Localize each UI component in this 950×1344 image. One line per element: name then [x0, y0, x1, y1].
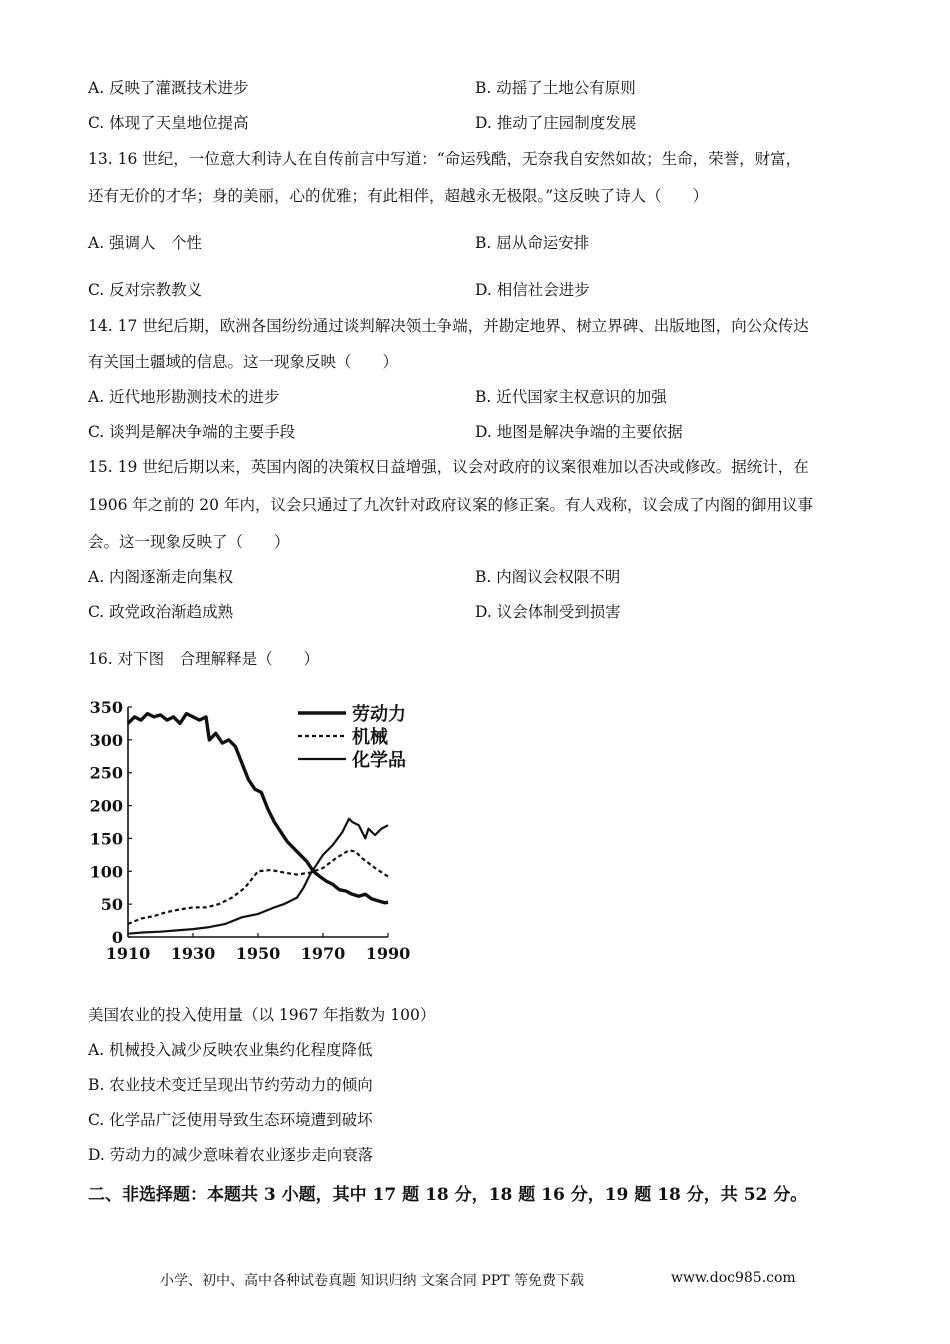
q16-option-d: D. 劳动力的减少意味着农业逐步走向衰落	[88, 1146, 374, 1164]
q13-option-a: A. 强调人 个性	[88, 234, 203, 252]
q15-option-c: C. 政党政治渐趋成熟	[88, 603, 234, 621]
q15-option-a: A. 内阁逐渐走向集权	[88, 568, 234, 586]
q16-stem-line1: 16. 对下图 合理解释是（ ）	[88, 650, 320, 668]
q16-option-a: A. 机械投入减少反映农业集约化程度降低	[88, 1041, 373, 1059]
q15-option-d: D. 议会体制受到损害	[475, 603, 621, 621]
y-tick-label: 350	[89, 698, 123, 717]
q12-option-c: C. 体现了天皇地位提高	[88, 114, 249, 132]
agri-input-chart	[88, 695, 428, 975]
x-tick-label: 1930	[170, 944, 216, 963]
x-tick-label: 1990	[365, 944, 411, 963]
q14-option-d: D. 地图是解决争端的主要依据	[475, 423, 683, 441]
y-tick-label: 200	[89, 796, 123, 816]
legend-label-3: 化学品	[352, 750, 406, 771]
q15-stem-line1: 15. 19 世纪后期以来，英国内阁的决策权日益增强，议会对政府的议案很难加以否决或修改。据统计，在	[88, 458, 809, 476]
chart-series-layer	[128, 714, 388, 934]
x-tick-label: 1950	[235, 944, 281, 963]
x-tick-label: 1910	[105, 944, 151, 963]
y-tick-label: 300	[89, 730, 123, 750]
y-tick-label: 100	[89, 862, 123, 882]
y-tick-label: 0	[111, 928, 123, 947]
q12-option-b: B. 动摇了土地公有原则	[475, 79, 636, 97]
q13-option-b: B. 屈从命运安排	[475, 234, 590, 252]
q16-option-c: C. 化学品广泛使用导致生态环境遭到破坏	[88, 1111, 373, 1129]
y-tick-label: 150	[89, 829, 123, 849]
q12-option-a: A. 反映了灌溉技术进步	[88, 79, 249, 97]
q13-option-c: C. 反对宗教教义	[88, 281, 203, 299]
footer-url[interactable]: www.doc985.com	[671, 1270, 796, 1286]
section-2-heading: 二、非选择题：本题共 3 小题，其中 17 题 18 分，18 题 16 分，19 题 18 分，共 52 分。	[88, 1185, 808, 1205]
footer-text: 小学、初中、高中各种试卷真题 知识归纳 文案合同 PPT 等免费下载	[160, 1273, 584, 1289]
q14-stem-line2: 有关国土疆域的信息。这一现象反映（ ）	[88, 353, 399, 371]
q14-option-b: B. 近代国家主权意识的加强	[475, 388, 667, 406]
q15-stem-line2: 1906 年之前的 20 年内，议会只通过了九次针对政府议案的修正案。有人戏称，议会成了内阁的御用议事	[88, 496, 813, 514]
q14-option-a: A. 近代地形勘测技术的进步	[88, 388, 280, 406]
q13-option-d: D. 相信社会进步	[475, 281, 590, 299]
q16-option-b: B. 农业技术变迁呈现出节约劳动力的倾向	[88, 1076, 373, 1094]
chart-legend	[298, 703, 406, 771]
legend-label-2: 机械	[352, 727, 388, 748]
q12-option-d: D. 推动了庄园制度发展	[475, 114, 637, 132]
legend-label-1: 劳动力	[352, 704, 406, 725]
q15-option-b: B. 内阁议会权限不明	[475, 568, 621, 586]
q14-stem-line1: 14. 17 世纪后期，欧洲各国纷纷通过谈判解决领土争端，并勘定地界、树立界碑、出版地图，向公众传达	[88, 317, 809, 335]
series-line-1	[128, 714, 388, 903]
q13-stem-line1: 13. 16 世纪，一位意大利诗人在自传前言中写道：“命运残酷，无奈我自安然如故；生命，荣誉，财富，	[88, 150, 802, 168]
y-tick-label: 50	[100, 895, 123, 915]
x-tick-label: 1970	[300, 944, 346, 963]
y-tick-label: 250	[89, 763, 123, 783]
q13-stem-line2: 还有无价的才华；身的美丽，心的优雅；有此相伴，超越永无极限。”这反映了诗人（ ）	[88, 187, 709, 205]
q16-chart-caption: 美国农业的投入使用量（以 1967 年指数为 100）	[88, 1006, 436, 1024]
q14-option-c: C. 谈判是解决争端的主要手段	[88, 423, 296, 441]
series-line-3	[128, 819, 388, 934]
q15-stem-line3: 会。这一现象反映了（ ）	[88, 533, 290, 551]
